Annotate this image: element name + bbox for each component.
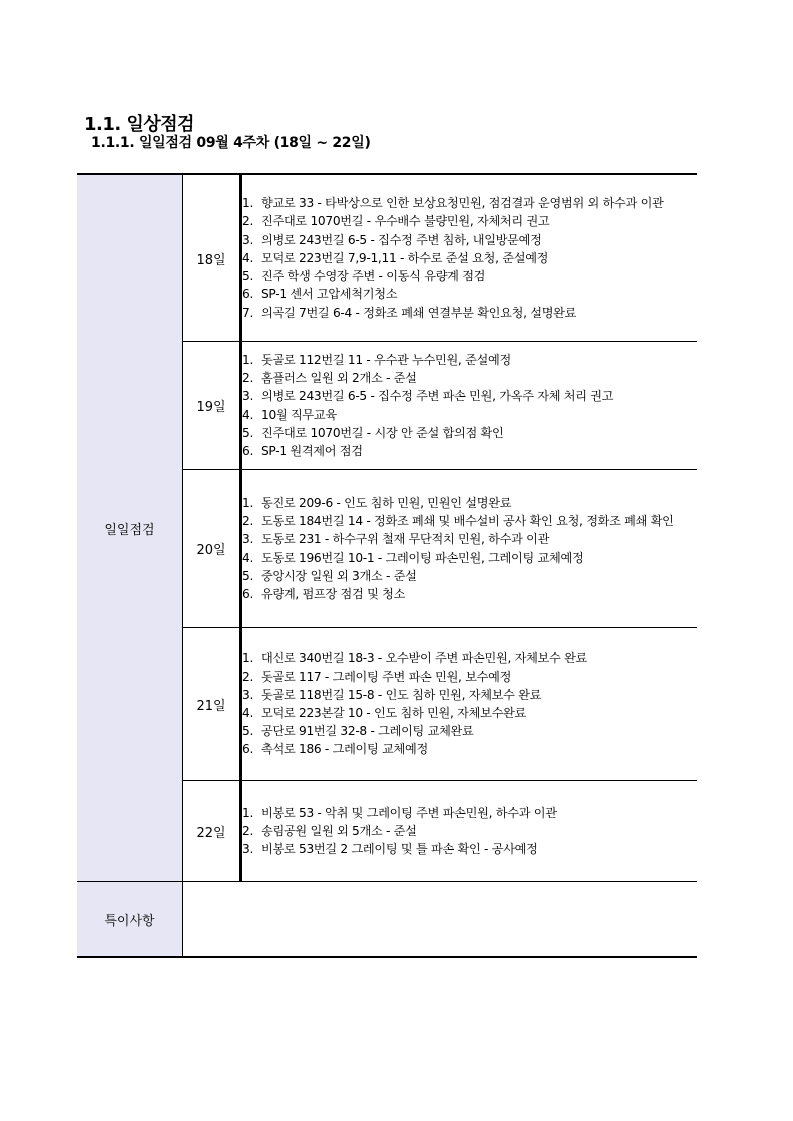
item-text: 도동로 231 - 하수구위 철재 무단적치 민원, 하수과 이관 bbox=[261, 532, 550, 547]
item-number: 5. bbox=[242, 269, 254, 284]
item-number: 7. bbox=[242, 305, 254, 320]
list-item bbox=[242, 740, 697, 758]
day-items bbox=[241, 174, 698, 342]
special-row bbox=[77, 882, 697, 958]
item-text: 돗골로 112번길 11 - 우수관 누수민원, 준설예정 bbox=[261, 352, 511, 367]
item-text: 10월 직무교육 bbox=[261, 407, 337, 422]
item-number: 6. bbox=[242, 287, 254, 302]
item-number: 5. bbox=[242, 568, 254, 583]
list-item bbox=[242, 649, 697, 667]
list-item bbox=[242, 840, 697, 858]
item-number: 3. bbox=[242, 232, 254, 247]
list-item bbox=[242, 231, 697, 249]
item-text: 대신로 340번길 18-3 - 오수받이 주변 파손민원, 자체보수 완료 bbox=[261, 651, 588, 666]
item-text: 돗골로 117 - 그레이팅 주변 파손 민원, 보수예정 bbox=[261, 669, 512, 684]
day-label: 18일 bbox=[183, 174, 241, 342]
list-item bbox=[242, 804, 697, 822]
item-number: 4. bbox=[242, 706, 254, 720]
list-item bbox=[242, 369, 697, 387]
item-list bbox=[242, 351, 697, 460]
subsection-heading: 1.1.1. 일일점검 09월 4주차 (18일 ~ 22일) bbox=[91, 135, 371, 151]
list-item bbox=[242, 387, 697, 405]
item-text: 도동로 196번길 10-1 - 그레이팅 파손민원, 그레이팅 교체예정 bbox=[261, 550, 584, 565]
item-list bbox=[242, 649, 697, 758]
item-list bbox=[242, 494, 697, 603]
list-item bbox=[242, 704, 697, 722]
list-item bbox=[242, 249, 697, 267]
list-item bbox=[242, 668, 697, 686]
item-text: 비봉로 53 - 악취 및 그레이팅 주변 파손민원, 하수과 이관 bbox=[261, 805, 557, 820]
item-text: 의곡길 7번길 6-4 - 정화조 폐쇄 연결부분 확인요청, 설명완료 bbox=[261, 305, 577, 320]
list-item bbox=[242, 424, 697, 442]
day-label: 21일 bbox=[183, 628, 241, 781]
list-item bbox=[242, 822, 697, 840]
day-label: 22일 bbox=[183, 781, 241, 882]
list-item bbox=[242, 212, 697, 230]
day-label: 20일 bbox=[183, 470, 241, 628]
item-text: 홈플러스 일원 외 2개소 - 준설 bbox=[261, 371, 417, 386]
list-item bbox=[242, 194, 697, 212]
item-text: 모덕로 223번길 7,9-1,11 - 하수로 준설 요청, 준설예정 bbox=[261, 250, 549, 265]
item-number: 5. bbox=[242, 425, 254, 440]
list-item bbox=[242, 585, 697, 603]
list-item bbox=[242, 530, 697, 548]
item-number: 6. bbox=[242, 742, 254, 757]
item-text: 송림공원 일원 외 5개소 - 준설 bbox=[261, 823, 417, 838]
item-text: SP-1 원격제어 점검 bbox=[261, 443, 363, 458]
special-label-cell: 특이사항 bbox=[77, 882, 183, 958]
category-cell: 일일점검 bbox=[77, 174, 183, 882]
item-list bbox=[242, 804, 697, 859]
item-text: 비봉로 53번길 2 그레이팅 및 틀 파손 확인 - 공사예정 bbox=[261, 842, 538, 857]
item-number: 6. bbox=[242, 443, 254, 458]
day-items bbox=[241, 342, 698, 470]
list-item bbox=[242, 512, 697, 530]
item-number: 2. bbox=[242, 823, 254, 838]
item-text: 도동로 184번길 14 - 정화조 폐쇄 및 배수설비 공사 확인 요청, 정화조 폐쇄 확인 bbox=[261, 514, 674, 529]
item-number: 6. bbox=[242, 586, 254, 601]
item-text: 진주 학생 수영장 주변 - 이동식 유량계 점검 bbox=[261, 269, 486, 284]
list-item bbox=[242, 494, 697, 512]
item-text: 돗골로 118번길 15-8 - 인도 침하 민원, 자체보수 완료 bbox=[261, 687, 542, 702]
item-number: 4. bbox=[242, 250, 254, 265]
list-item bbox=[242, 406, 697, 424]
item-number: 3. bbox=[242, 532, 254, 547]
item-number: 3. bbox=[242, 687, 254, 702]
item-number: 1. bbox=[242, 196, 254, 211]
list-item bbox=[242, 267, 697, 285]
item-number: 2. bbox=[242, 669, 254, 684]
day-items bbox=[241, 628, 698, 781]
item-number: 5. bbox=[242, 724, 254, 739]
item-text: SP-1 센서 고압세척기청소 bbox=[261, 287, 398, 302]
item-number: 3. bbox=[242, 842, 254, 857]
item-list bbox=[242, 194, 697, 321]
section-heading: 1.1. 일상점검 bbox=[84, 114, 195, 135]
item-number: 4. bbox=[242, 407, 254, 422]
item-number: 1. bbox=[242, 805, 254, 820]
item-text: 모덕로 223본갈 10 - 인도 침하 민원, 자체보수완료 bbox=[261, 706, 527, 720]
list-item bbox=[242, 549, 697, 567]
day-items bbox=[241, 781, 698, 882]
item-text: 중앙시장 일원 외 3개소 - 준설 bbox=[261, 568, 417, 583]
item-number: 1. bbox=[242, 495, 254, 510]
list-item bbox=[242, 351, 697, 369]
list-item bbox=[242, 686, 697, 704]
item-number: 2. bbox=[242, 514, 254, 529]
item-number: 2. bbox=[242, 214, 254, 229]
item-text: 촉석로 186 - 그레이팅 교체예정 bbox=[261, 742, 428, 757]
day-label: 19일 bbox=[183, 342, 241, 470]
list-item bbox=[242, 567, 697, 585]
item-number: 1. bbox=[242, 651, 254, 666]
daily-inspection-table bbox=[77, 173, 697, 958]
item-number: 4. bbox=[242, 550, 254, 565]
day-items bbox=[241, 470, 698, 628]
special-content-cell bbox=[183, 882, 698, 958]
list-item bbox=[242, 304, 697, 322]
item-text: 진주대로 1070번길 - 우수배수 불량민원, 자체처리 권고 bbox=[261, 214, 550, 229]
item-number: 3. bbox=[242, 389, 254, 404]
item-text: 동진로 209-6 - 인도 침하 민원, 민원인 설명완료 bbox=[261, 495, 512, 510]
item-text: 의병로 243번길 6-5 - 집수정 주변 침하, 내일방문예정 bbox=[261, 232, 542, 247]
item-text: 유량계, 펌프장 점검 및 청소 bbox=[261, 586, 406, 601]
item-text: 공단로 91번길 32-8 - 그레이팅 교체완료 bbox=[261, 724, 474, 739]
list-item bbox=[242, 442, 697, 460]
list-item bbox=[242, 285, 697, 303]
item-text: 의병로 243번길 6-5 - 집수정 주변 파손 민원, 가옥주 자체 처리 권고 bbox=[261, 389, 614, 404]
day-row bbox=[77, 174, 697, 342]
list-item bbox=[242, 722, 697, 740]
item-text: 향교로 33 - 타박상으로 인한 보상요청민원, 점검결과 운영범위 외 하수과 이관 bbox=[261, 196, 664, 211]
item-number: 1. bbox=[242, 352, 254, 367]
item-number: 2. bbox=[242, 371, 254, 386]
item-text: 진주대로 1070번길 - 시장 안 준설 합의점 확인 bbox=[261, 425, 504, 440]
